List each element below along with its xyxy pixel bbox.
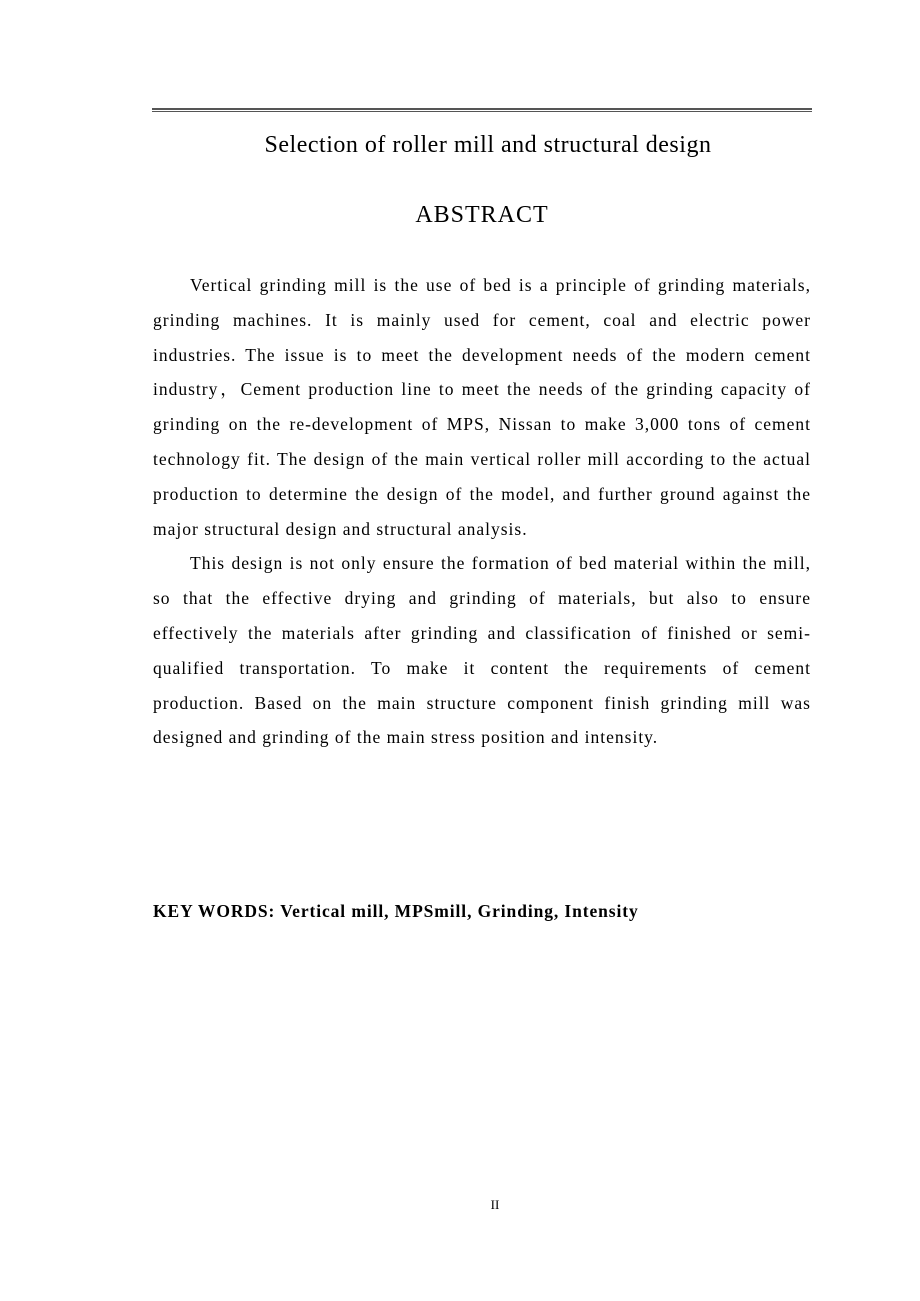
- document-title: Selection of roller mill and structural design: [264, 132, 712, 158]
- abstract-paragraph-1: Vertical grinding mill is the use of bed is a principle of grinding materials, grinding machines. It is mainly used for cement, coal and electric power industries. The issue is to meet the development needs of the modern cement industry，Cement production line to meet the needs of the grinding capacity of grinding on the re-development of MPS, Nissan to make 3,000 tons of cement technology fit. The design of the main vertical roller mill according to the actual production to determine the design of the model, and further ground against the major structural design and structural analysis.: [153, 275, 811, 539]
- abstract-heading: ABSTRACT: [415, 202, 549, 228]
- abstract-paragraph-2: This design is not only ensure the formation of bed material within the mill, so that the effective drying and grinding of materials, but also to ensure effectively the materials after grinding and classification of finished or semi-qualified transportation. To make it content the requirements of cement production. Based on the main structure component finish grinding mill was designed and grinding of the main stress position and intensity.: [153, 553, 811, 748]
- page-number: II: [490, 1197, 500, 1212]
- keywords-line: KEY WORDS: Vertical mill, MPSmill, Grinding, Intensity: [153, 901, 639, 921]
- abstract-body: [153, 268, 811, 755]
- header-rule: [152, 108, 812, 112]
